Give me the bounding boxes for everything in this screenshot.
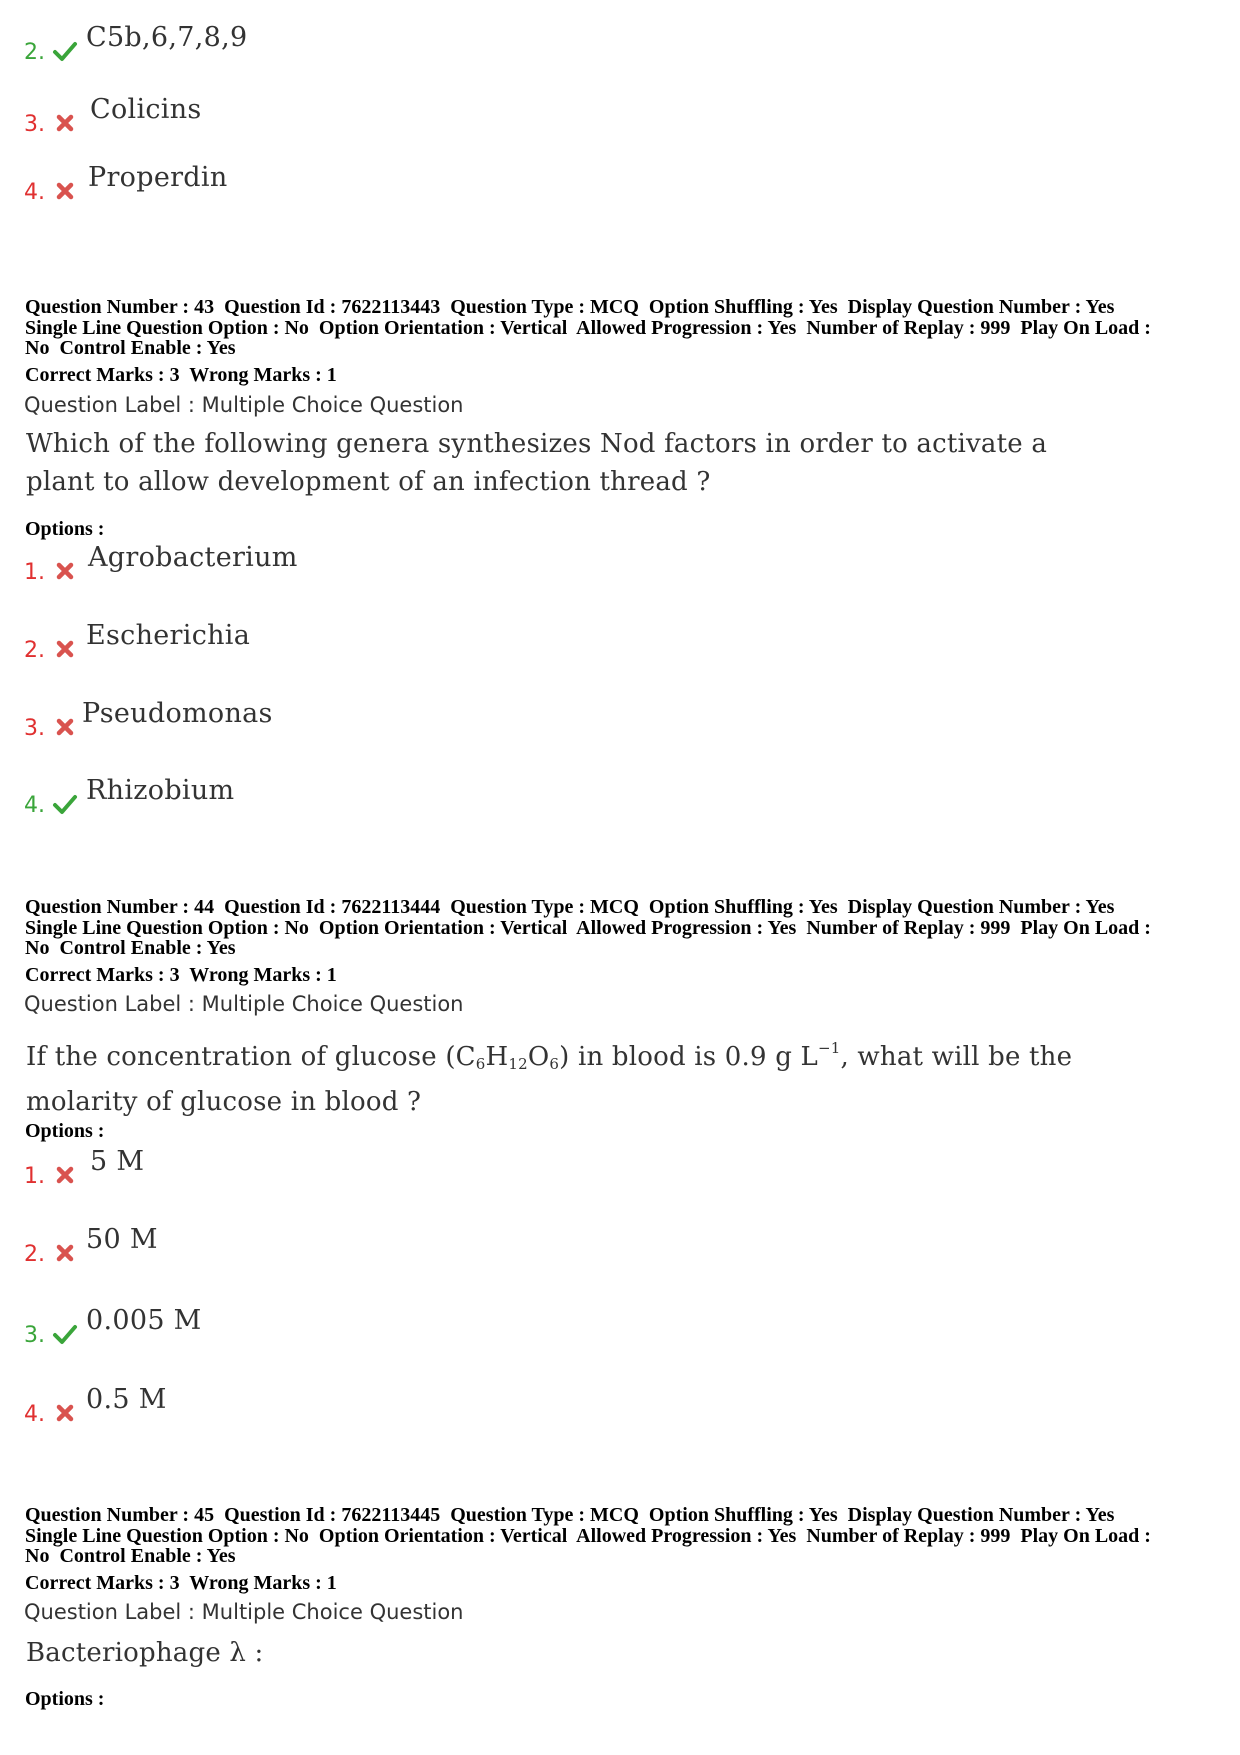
option-text: Agrobacterium <box>88 542 298 573</box>
question-text: If the concentration of glucose $(C_6H_{12}O_6)$ in blood is 0.9 g $L^{-1}$, what will be the molarity of glucose in blood ? <box>26 1039 1073 1117</box>
option-number: 2. <box>24 40 45 65</box>
check-icon <box>52 1321 78 1347</box>
cross-icon <box>52 1162 78 1188</box>
option-number: 2. <box>24 1242 45 1267</box>
option-number: 2. <box>24 638 45 663</box>
option-number: 1. <box>24 560 45 585</box>
option-text: Pseudomonas <box>82 698 273 729</box>
cross-icon <box>52 714 78 740</box>
cross-icon <box>52 1400 78 1426</box>
question-label: Question Label : Multiple Choice Question <box>24 992 464 1016</box>
question-label: Question Label : Multiple Choice Question <box>24 393 464 417</box>
option-number: 4. <box>24 793 45 818</box>
cross-icon <box>52 178 78 204</box>
question-meta: Question Number : 44 Question Id : 7622113444 Question Type : MCQ Option Shuffling : Yes Display Question Number : Yes Single Line Question Option : No Option Orientation : Vertical Allowed Progression : Yes Number of Replay : 999 Play On Load : No Control Enable : Yes <box>25 896 1151 959</box>
question-meta: Question Number : 45 Question Id : 7622113445 Question Type : MCQ Option Shuffling : Yes Display Question Number : Yes Single Line Question Option : No Option Orientation : Vertical Allowed Progression : Yes Number of Replay : 999 Play On Load : No Control Enable : Yes <box>25 1504 1151 1567</box>
option-text: Colicins <box>90 94 202 125</box>
option-text: 0.5 M <box>86 1384 167 1415</box>
options-label: Options : <box>25 518 105 540</box>
check-icon <box>52 38 78 64</box>
option-text: 50 M <box>86 1224 158 1255</box>
option-number: 4. <box>24 180 45 205</box>
question-text: Bacteriophage λ : <box>26 1638 264 1668</box>
question-marks: Correct Marks : 3 Wrong Marks : 1 <box>25 364 337 386</box>
check-icon <box>52 791 78 817</box>
option-number: 3. <box>24 716 45 741</box>
options-label: Options : <box>25 1120 105 1142</box>
cross-icon <box>52 110 78 136</box>
option-text: Properdin <box>88 162 228 193</box>
option-text: Rhizobium <box>86 775 235 806</box>
question-label: Question Label : Multiple Choice Question <box>24 1600 464 1624</box>
option-text: C5b,6,7,8,9 <box>86 22 248 53</box>
option-text: 0.005 M <box>86 1305 202 1336</box>
option-number: 1. <box>24 1164 45 1189</box>
option-text: Escherichia <box>86 620 251 651</box>
question-text: Which of the following genera synthesizes Nod factors in order to activate a plant to allow development of an infection thread ? <box>26 429 1048 497</box>
options-label: Options : <box>25 1688 105 1710</box>
question-marks: Correct Marks : 3 Wrong Marks : 1 <box>25 1572 337 1594</box>
option-text: 5 M <box>90 1146 145 1177</box>
option-number: 4. <box>24 1402 45 1427</box>
option-number: 3. <box>24 1323 45 1348</box>
cross-icon <box>52 558 78 584</box>
question-meta: Question Number : 43 Question Id : 7622113443 Question Type : MCQ Option Shuffling : Yes Display Question Number : Yes Single Line Question Option : No Option Orientation : Vertical Allowed Progression : Yes Number of Replay : 999 Play On Load : No Control Enable : Yes <box>25 296 1151 359</box>
question-marks: Correct Marks : 3 Wrong Marks : 1 <box>25 964 337 986</box>
option-number: 3. <box>24 112 45 137</box>
cross-icon <box>52 636 78 662</box>
cross-icon <box>52 1240 78 1266</box>
